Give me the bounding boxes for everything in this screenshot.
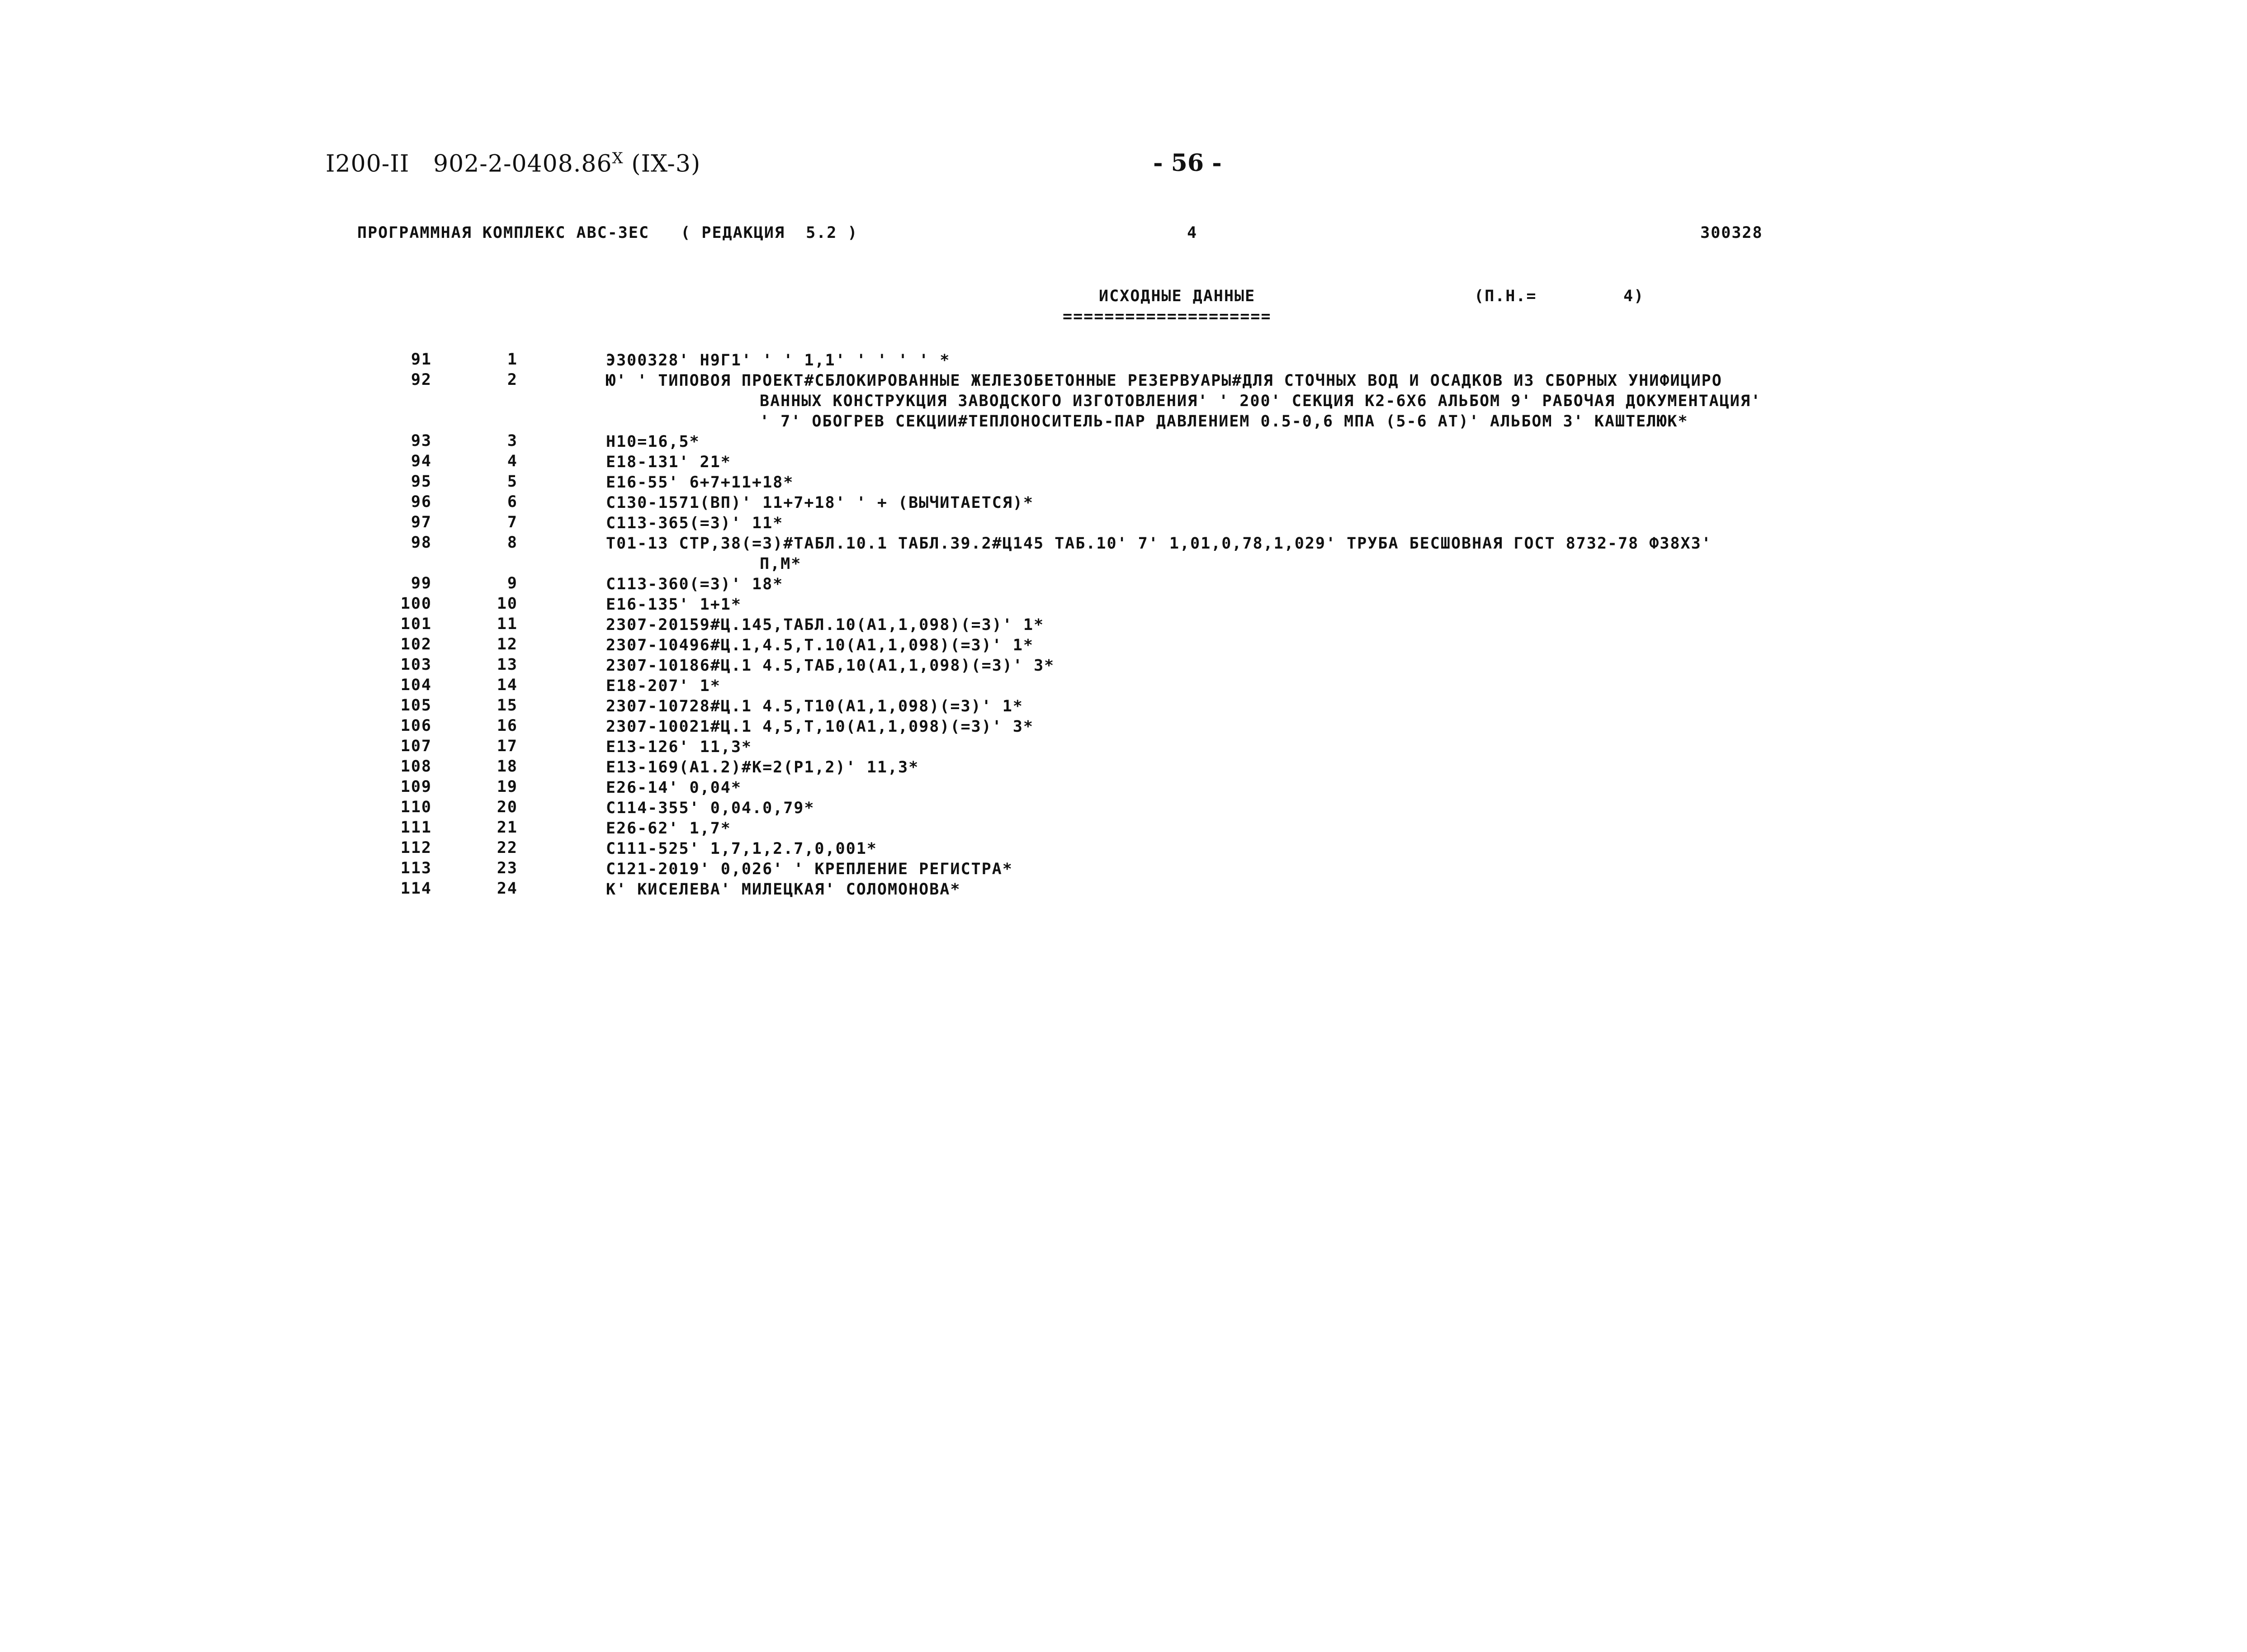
- row-text-line: С113-365(=3)' 11*: [606, 514, 784, 532]
- row-text-line: С113-360(=3)' 18*: [606, 575, 784, 593]
- row-sequence: 18: [497, 757, 518, 776]
- row-sequence: 12: [497, 635, 518, 653]
- document-code-superscript: X: [612, 149, 624, 167]
- row-sequence: 23: [497, 859, 518, 877]
- row-text-line: Е18-207' 1*: [606, 677, 721, 695]
- document-code: [326, 149, 700, 177]
- row-number: 93: [411, 432, 432, 450]
- row-text: [606, 635, 2247, 656]
- document-code-suffix: (IX-3): [623, 150, 701, 178]
- row-sequence: 19: [497, 778, 518, 796]
- listing-row: [0, 676, 2247, 696]
- row-text-line: С114-355' 0,04.0,79*: [606, 799, 815, 817]
- listing-row: [0, 595, 2247, 615]
- row-text: [606, 819, 2247, 839]
- row-sequence: 15: [497, 696, 518, 715]
- row-number: 112: [400, 839, 432, 857]
- row-text-line: С111-525' 1,7,1,2.7,0,001*: [606, 840, 877, 858]
- row-text-line: Е18-131' 21*: [606, 453, 731, 471]
- row-sequence: 5: [507, 473, 518, 491]
- listing-row: [0, 574, 2247, 595]
- row-text: [606, 737, 2247, 757]
- program-counter: 4: [1187, 224, 1198, 242]
- row-sequence: 13: [497, 656, 518, 674]
- row-number: 91: [411, 350, 432, 369]
- row-text-line: К' КИСЕЛЕВА' МИЛЕЦКАЯ' СОЛОМОНОВА*: [606, 880, 961, 899]
- row-number: 95: [411, 473, 432, 491]
- row-number: 101: [400, 615, 432, 633]
- row-text: [606, 880, 2247, 900]
- row-sequence: 1: [507, 350, 518, 369]
- listing-row: [0, 371, 2247, 432]
- row-text-line: Э300328' Н9Г1' ' ' 1,1' ' ' ' ' *: [606, 351, 951, 369]
- page-number: - 56 -: [1153, 149, 1222, 177]
- row-number: 114: [400, 880, 432, 898]
- row-number: 92: [411, 371, 432, 389]
- row-text: [606, 798, 2247, 819]
- row-text-continuation: ВАННЫХ КОНСТРУКЦИЯ ЗАВОДСКОГО ИЗГОТОВЛЕНИЯ' ' 200' СЕКЦИЯ К2-6Х6 АЛЬБОМ 9' РАБОЧАЯ ДОКУМЕНТАЦИЯ': [760, 392, 1761, 410]
- listing-row: [0, 513, 2247, 534]
- data-listing: [0, 350, 2247, 900]
- listing-row: [0, 350, 2247, 371]
- section-ref-value: 4): [1623, 287, 1645, 305]
- program-title: ПРОГРАММНАЯ КОМПЛЕКС АВС-ЗЕС ( РЕДАКЦИЯ 5.2 ): [357, 224, 858, 242]
- row-text-line: Е16-135' 1+1*: [606, 596, 742, 614]
- row-text-line: Т01-13 СТР,38(=3)#ТАБЛ.10.1 ТАБЛ.39.2#Ц145 ТАБ.10' 7' 1,01,0,78,1,029' ТРУБА БЕСШОВНАЯ ГОСТ 8732-78 Ф38Х3': [606, 535, 1712, 553]
- row-text-line: Е26-14' 0,04*: [606, 779, 742, 797]
- listing-row: [0, 798, 2247, 819]
- listing-row: [0, 452, 2247, 473]
- row-sequence: 11: [497, 615, 518, 633]
- listing-row: [0, 615, 2247, 635]
- row-text: [606, 534, 2247, 574]
- row-number: 94: [411, 452, 432, 470]
- row-sequence: 16: [497, 717, 518, 735]
- row-text-line: Е13-169(А1.2)#К=2(Р1,2)' 11,3*: [606, 758, 919, 776]
- row-number: 98: [411, 534, 432, 552]
- row-text: [606, 717, 2247, 737]
- listing-row: [0, 635, 2247, 656]
- listing-row: [0, 819, 2247, 839]
- row-sequence: 20: [497, 798, 518, 816]
- row-sequence: 22: [497, 839, 518, 857]
- row-text: [606, 676, 2247, 696]
- row-text: [606, 350, 2247, 371]
- document-code-text: I200-II 902-2-0408.86: [326, 150, 612, 178]
- section-ref-label: (П.Н.=: [1474, 287, 1537, 305]
- row-text: [606, 859, 2247, 880]
- row-text: [606, 493, 2247, 513]
- row-sequence: 2: [507, 371, 518, 389]
- row-sequence: 6: [507, 493, 518, 511]
- row-sequence: 24: [497, 880, 518, 898]
- row-sequence: 7: [507, 513, 518, 531]
- row-text-continuation: П,М*: [760, 555, 802, 573]
- listing-row: [0, 534, 2247, 574]
- row-text: [606, 473, 2247, 493]
- row-text-line: 2307-10728#Ц.1 4.5,Т10(А1,1,098)(=3)' 1*: [606, 697, 1023, 715]
- row-text: [606, 513, 2247, 534]
- row-text: [606, 595, 2247, 615]
- row-sequence: 21: [497, 819, 518, 837]
- row-number: 105: [400, 696, 432, 715]
- listing-row: [0, 473, 2247, 493]
- listing-row: [0, 656, 2247, 676]
- row-text: [606, 452, 2247, 473]
- listing-row: [0, 880, 2247, 900]
- row-number: 108: [400, 757, 432, 776]
- row-text-line: С130-1571(ВП)' 11+7+18' ' + (ВЫЧИТАЕТСЯ)*: [606, 494, 1034, 512]
- row-number: 96: [411, 493, 432, 511]
- row-sequence: 4: [507, 452, 518, 470]
- row-text: [606, 656, 2247, 676]
- row-text-continuation: ' 7' ОБОГРЕВ СЕКЦИИ#ТЕПЛОНОСИТЕЛЬ-ПАР ДАВЛЕНИЕМ 0.5-0,6 МПА (5-6 АТ)' АЛЬБОМ 3' КАШТЕЛЮК*: [760, 412, 1689, 431]
- listing-row: [0, 717, 2247, 737]
- row-number: 113: [400, 859, 432, 877]
- row-number: 102: [400, 635, 432, 653]
- row-text: [606, 371, 2247, 432]
- row-sequence: 8: [507, 534, 518, 552]
- section-title: ИСХОДНЫЕ ДАННЫЕ: [1099, 287, 1256, 305]
- listing-row: [0, 493, 2247, 513]
- row-number: 109: [400, 778, 432, 796]
- row-text-line: Е16-55' 6+7+11+18*: [606, 473, 794, 492]
- row-text-line: С121-2019' 0,026' ' КРЕПЛЕНИЕ РЕГИСТРА*: [606, 860, 1013, 878]
- row-number: 97: [411, 513, 432, 531]
- listing-row: [0, 757, 2247, 778]
- row-number: 100: [400, 595, 432, 613]
- row-text: [606, 778, 2247, 798]
- row-text: [606, 839, 2247, 859]
- listing-row: [0, 737, 2247, 757]
- section-underline: ====================: [1063, 308, 1272, 326]
- row-number: 104: [400, 676, 432, 694]
- listing-row: [0, 778, 2247, 798]
- row-sequence: 17: [497, 737, 518, 755]
- listing-row: [0, 432, 2247, 452]
- row-sequence: 3: [507, 432, 518, 450]
- row-text-line: Е26-62' 1,7*: [606, 819, 731, 838]
- row-number: 111: [400, 819, 432, 837]
- row-text-line: Е13-126' 11,3*: [606, 738, 752, 756]
- row-number: 107: [400, 737, 432, 755]
- row-text: [606, 574, 2247, 595]
- row-number: 106: [400, 717, 432, 735]
- row-text-line: 2307-20159#Ц.145,ТАБЛ.10(А1,1,098)(=3)' 1*: [606, 616, 1045, 634]
- row-text-line: Н10=16,5*: [606, 433, 700, 451]
- row-number: 103: [400, 656, 432, 674]
- row-text: [606, 757, 2247, 778]
- row-text: [606, 615, 2247, 635]
- row-number: 99: [411, 574, 432, 592]
- row-text: [606, 696, 2247, 717]
- row-sequence: 9: [507, 574, 518, 592]
- row-text-line: 2307-10186#Ц.1 4.5,ТАБ,10(А1,1,098)(=3)' 3*: [606, 657, 1055, 675]
- row-text: [606, 432, 2247, 452]
- row-sequence: 10: [497, 595, 518, 613]
- program-code: 300328: [1700, 224, 1763, 242]
- row-text-line: Ю' ' ТИПОВОЯ ПРОЕКТ#СБЛОКИРОВАННЫЕ ЖЕЛЕЗОБЕТОННЫЕ РЕЗЕРВУАРЫ#ДЛЯ СТОЧНЫХ ВОД И ОСАДКОВ ИЗ СБОРНЫХ УНИФИЦИРО: [606, 372, 1722, 390]
- row-sequence: 14: [497, 676, 518, 694]
- listing-row: [0, 696, 2247, 717]
- row-number: 110: [400, 798, 432, 816]
- row-text-line: 2307-10496#Ц.1,4.5,Т.10(А1,1,098)(=3)' 1*: [606, 636, 1034, 654]
- listing-row: [0, 839, 2247, 859]
- row-text-line: 2307-10021#Ц.1 4,5,Т,10(А1,1,098)(=3)' 3*: [606, 718, 1034, 736]
- listing-row: [0, 859, 2247, 880]
